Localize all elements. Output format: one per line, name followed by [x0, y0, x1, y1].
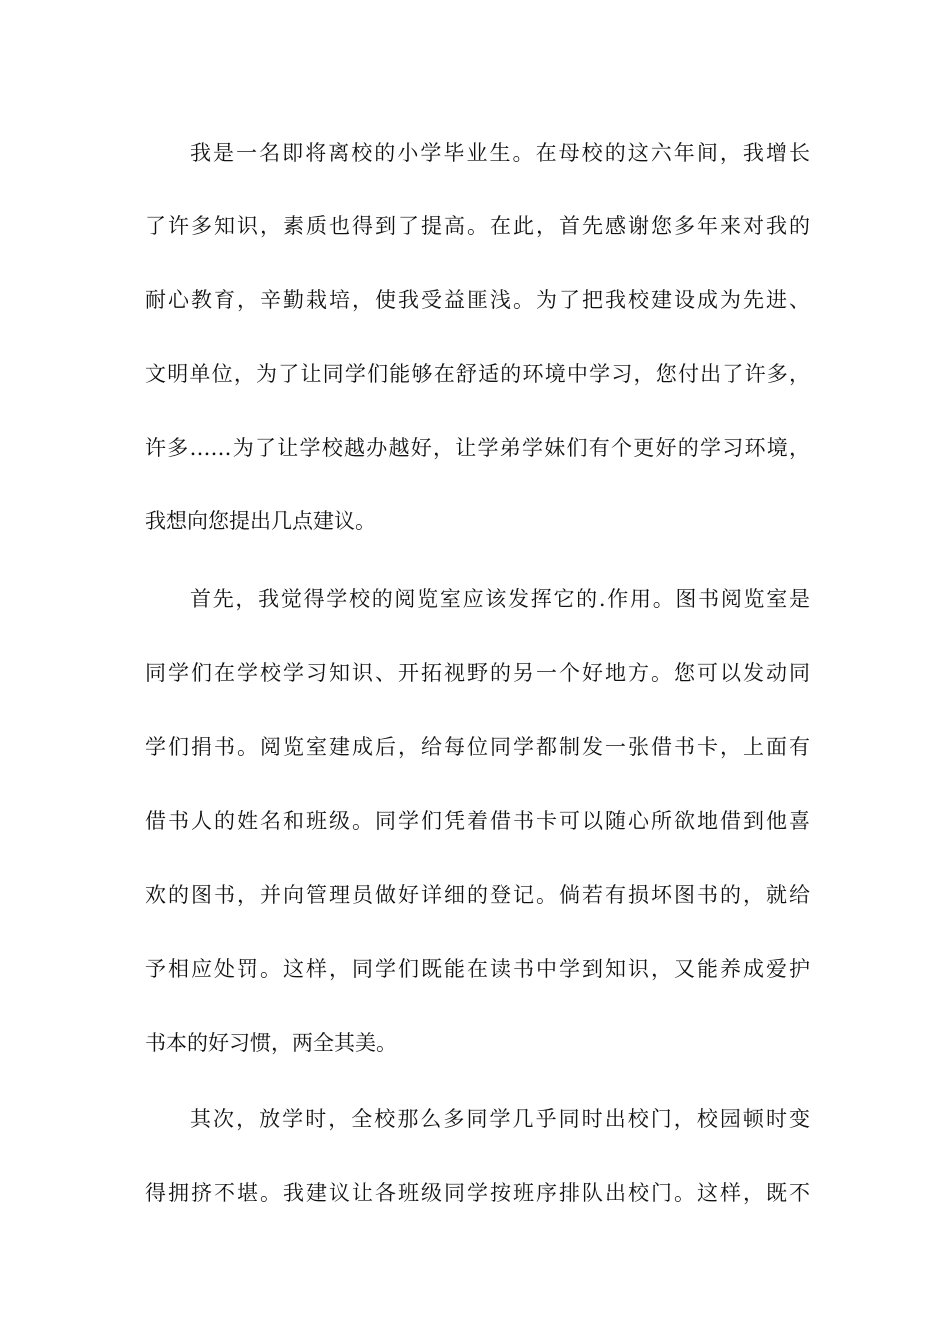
paragraph-2-line-2: 同学们在学校学习知识、开拓视野的另一个好地方。您可以发动同	[145, 661, 810, 685]
paragraph-3-line-2: 得拥挤不堪。我建议让各班级同学按班序排队出校门。这样，既不	[145, 1181, 810, 1205]
paragraph-3-line-1: 其次，放学时，全校那么多同学几乎同时出校门，校园顿时变	[190, 1107, 810, 1131]
paragraph-1-line-1: 我是一名即将离校的小学毕业生。在母校的这六年间，我增长	[190, 141, 810, 165]
paragraph-2-line-5: 欢的图书，并向管理员做好详细的登记。倘若有损坏图书的，就给	[145, 883, 810, 907]
paragraph-1-line-6: 我想向您提出几点建议。	[145, 509, 376, 533]
paragraph-2-line-6: 予相应处罚。这样，同学们既能在读书中学到知识，又能养成爱护	[145, 957, 810, 981]
paragraph-1-line-5: 许多……为了让学校越办越好，让学弟学妹们有个更好的学习环境，	[145, 436, 810, 460]
paragraph-1-line-4: 文明单位，为了让同学们能够在舒适的环境中学习，您付出了许多，	[145, 362, 810, 386]
paragraph-2-line-7: 书本的好习惯，两全其美。	[145, 1031, 397, 1055]
paragraph-2-line-3: 学们捐书。阅览室建成后，给每位同学都制发一张借书卡，上面有	[145, 735, 810, 759]
paragraph-2-line-1: 首先，我觉得学校的阅览室应该发挥它的.作用。图书阅览室是	[190, 587, 810, 611]
paragraph-1-line-3: 耐心教育，辛勤栽培，使我受益匪浅。为了把我校建设成为先进、	[145, 288, 810, 312]
paragraph-2-line-4: 借书人的姓名和班级。同学们凭着借书卡可以随心所欲地借到他喜	[145, 809, 810, 833]
paragraph-1-line-2: 了许多知识，素质也得到了提高。在此，首先感谢您多年来对我的	[145, 214, 810, 238]
